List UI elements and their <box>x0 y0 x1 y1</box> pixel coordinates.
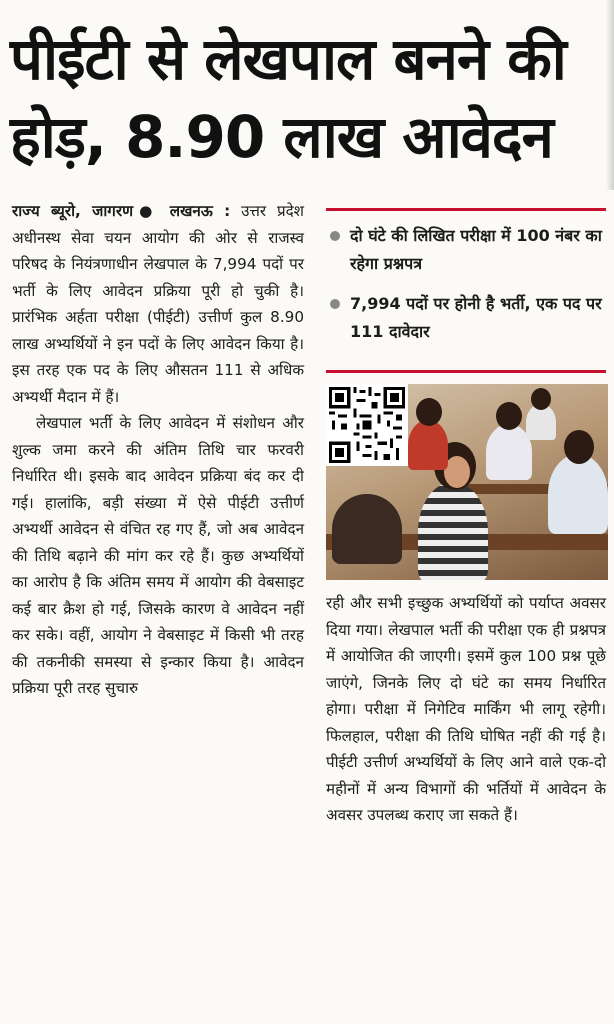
dateline: राज्य ब्यूरो, जागरण● लखनऊ : <box>12 202 231 220</box>
student-shape <box>408 420 448 470</box>
headline <box>10 20 600 176</box>
highlight-rule-top <box>326 208 606 211</box>
article-right-column <box>326 590 606 829</box>
headline-line-2: होड़, 8.90 लाख आवेदन <box>10 103 553 171</box>
student-head <box>531 388 551 410</box>
article-paragraph-2: लेखपाल भर्ती के लिए आवेदन में संशोधन और शुल्क जमा करने की अंतिम तिथि चार फरवरी निर्धारित थी। इसके बाद आवेदन प्रक्रिया बंद कर दी गई। हालांकि, बड़ी संख्या में ऐसे पीईटी उत्तीर्ण अभ्यर्थी आवेदन से वंचित रह गए हैं, जो अब आवेदन की तिथि बढ़ाने की मांग कर रहे हैं। कुछ अभ्यर्थियों का आरोप है कि अंतिम समय में आयोग की वेबसाइट कई बार क्रैश हो गई, जिसके कारण वे आवेदन नहीं कर सके। वहीं, आयोग ने वेबसाइट में किसी भी तरह की तकनीकी समस्या से इन्कार किया है। आवेदन प्रक्रिया पूरी तरह सुचारु <box>12 414 304 697</box>
student-shape <box>332 494 402 564</box>
qr-code-graphic <box>329 387 405 463</box>
student-head <box>564 430 594 464</box>
student-head <box>416 398 442 426</box>
article-paragraph-1 <box>12 198 304 410</box>
exam-hall-photo <box>326 384 608 580</box>
qr-code-icon[interactable] <box>326 384 408 466</box>
student-shape <box>418 482 488 580</box>
bullet-icon <box>330 231 340 241</box>
highlight-item <box>328 222 606 278</box>
article-paragraph-3: रही और सभी इच्छुक अभ्यर्थियों को पर्याप्त अवसर दिया गया। लेखपाल भर्ती की परीक्षा एक ही प्रश्नपत्र में आयोजित की जाएगी। इसमें कुल 100 प्रश्न पूछे जाएंगे, जिनके लिए दो घंटे का समय निर्धारित होगा। परीक्षा में निगेटिव मार्किंग भी लागू रहेगी। फिलहाल, परीक्षा की तिथि घोषित नहीं की गई है। पीईटी उत्तीर्ण अभ्यर्थियों के लिए आने वाले एक-दो महीनों में अन्य विभागों की भर्तियों में आवेदन के अवसर उपलब्ध कराए जा सकते हैं। <box>326 594 606 824</box>
article-left-column <box>12 198 304 702</box>
highlight-text: 7,994 पदों पर होनी है भर्ती, एक पद पर 111 दावेदार <box>350 294 602 341</box>
highlight-item <box>328 290 606 346</box>
page-edge-shadow <box>606 0 614 190</box>
student-head <box>496 402 522 430</box>
paragraph-1-text: उत्तर प्रदेश अधीनस्थ सेवा चयन आयोग की ओर से राजस्व परिषद के नियंत्रणाधीन लेखपाल के 7,994 पदों पर भर्ती के लिए आवेदन प्रक्रिया पूरी हो चुकी है। प्रारंभिक अर्हता परीक्षा (पीईटी) उत्तीर्ण कुल 8.90 लाख अभ्यर्थियों ने इन पदों के लिए आवेदन किया है। इस तरह एक पद के लिए औसतन 111 से अधिक अभ्यर्थी मैदान में हैं। <box>12 202 305 406</box>
headline-line-1: पीईटी से लेखपाल बनने की <box>10 25 566 93</box>
student-shape <box>548 454 608 534</box>
highlight-text: दो घंटे की लिखित परीक्षा में 100 नंबर का रहेगा प्रश्नपत्र <box>350 226 602 273</box>
highlights-box <box>328 222 606 358</box>
highlight-rule-bottom <box>326 370 606 373</box>
bullet-icon <box>330 299 340 309</box>
